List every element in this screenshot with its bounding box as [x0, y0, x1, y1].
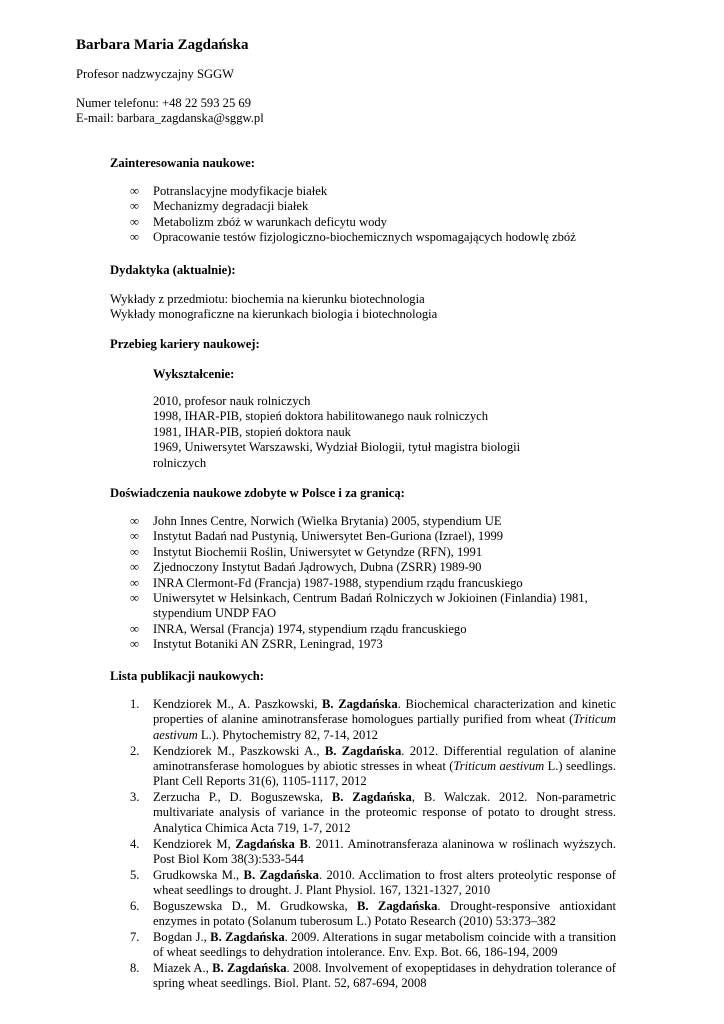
list-item: 1981, IHAR-PIB, stopień doktora nauk	[153, 424, 351, 439]
infinity-bullet-icon: ∞	[130, 637, 139, 652]
infinity-bullet-icon: ∞	[130, 514, 139, 528]
publications-heading: Lista publikacji naukowych:	[110, 669, 264, 683]
list-item: 1969, Uniwersytet Warszawski, Wydział Biologii, tytuł magistra biologii rolniczych	[153, 440, 521, 470]
list-item: ∞ INRA Clermont-Fd (Francja) 1987-1988, stypendium rządu francuskiego	[130, 575, 523, 590]
list-item: 1. Kendziorek M., A. Paszkowski, B. Zagdańska. Biochemical characterization and kinetic properties of alanine aminotransferase homologues partially purified from wheat (Triticum aestivum L.). Phytochemistry 82, 7-14, 2012	[130, 697, 616, 742]
list-item: ∞ Zjednoczony Instytut Badań Jądrowych, Dubna (ZSRR) 1989-90	[130, 560, 482, 575]
infinity-bullet-icon: ∞	[130, 184, 139, 198]
list-item: 6. Boguszewska D., M. Grudkowska, B. Zagdańska. Drought-responsive antioxidant enzymes in potato (Solanum tuberosum L.) Potato Research (2010) 53:373–382	[130, 898, 617, 929]
list-item: 4. Kendziorek M, Zagdańska B. 2011. Aminotransferaza alaninowa w roślinach wyższych. Post Biol Kom 38(3):533-544	[130, 836, 616, 866]
list-item: ∞ Potranslacyjne modyfikacje białek	[130, 184, 328, 198]
list-item: ∞ John Innes Centre, Norwich (Wielka Brytania) 2005, stypendium UE	[130, 514, 502, 528]
person-title: Profesor nadzwyczajny SGGW	[76, 67, 235, 81]
list-item: 2. Kendziorek M., Paszkowski A., B. Zagdańska. 2012. Differential regulation of alanine aminotransferase homologues by abiotic stresses in wheat (Triticum aestivum L.) seedlings. Plant Cell Reports 31(6), 1105-1117, 2012	[130, 743, 616, 789]
list-item: 2010, profesor nauk rolniczych	[153, 394, 311, 408]
list-item: ∞ INRA, Wersal (Francja) 1974, stypendium rządu francuskiego	[130, 621, 467, 636]
experience-list	[110, 514, 616, 653]
list-item: 5. Grudkowska M., B. Zagdańska. 2010. Acclimation to frost alters proteolytic response of wheat seedlings to drought. J. Plant Physiol. 167, 1321-1327, 2010	[130, 867, 617, 898]
education-list	[153, 394, 548, 471]
infinity-bullet-icon: ∞	[130, 544, 139, 559]
list-item: 7. Bogdan J., B. Zagdańska. 2009. Alterations in sugar metabolism coincide with a transition of wheat seedlings to dehydration intolerance. Env. Exp. Bot. 66, 186-194, 2009	[130, 929, 616, 960]
list-item: ∞ Instytut Botaniki AN ZSRR, Leningrad, 1973	[130, 637, 383, 652]
list-item: ∞ Opracowanie testów fizjologiczno-biochemicznych wspomagających hodowlę zbóż	[130, 230, 576, 245]
person-name: Barbara Maria Zagdańska	[76, 37, 249, 53]
infinity-bullet-icon: ∞	[130, 199, 139, 214]
list-item: 1998, IHAR-PIB, stopień doktora habilitowanego nauk rolniczych	[153, 409, 489, 424]
infinity-bullet-icon: ∞	[130, 560, 139, 575]
list-item: 8. Miazek A., B. Zagdańska. 2008. Involvement of exopeptidases in dehydration tolerance of spring wheat seedlings. Biol. Plant. 52, 687-694, 2008	[130, 960, 616, 991]
teaching-heading: Dydaktyka (aktualnie):	[110, 263, 236, 277]
list-item: ∞ Metabolizm zbóż w warunkach deficytu wody	[130, 214, 387, 229]
infinity-bullet-icon: ∞	[130, 621, 139, 636]
list-item: Wykłady z przedmiotu: biochemia na kierunku biotechnologia	[110, 292, 425, 306]
interests-list	[110, 184, 616, 246]
infinity-bullet-icon: ∞	[130, 591, 139, 606]
list-item: ∞ Instytut Badań nad Pustynią, Uniwersytet Ben-Guriona (Izrael), 1999	[130, 529, 504, 544]
list-item: 3. Zerzucha P., D. Boguszewska, B. Zagdańska, B. Walczak. 2012. Non-parametric multivariate analysis of variance in the proteomic response of potato to drought stress. Analytica Chimica Acta 719, 1-7, 2012	[130, 790, 616, 835]
list-item: ∞ Uniwersytet w Helsinkach, Centrum Badań Rolniczych w Jokioinen (Finlandia) 1981, stypendium UNDP FAO	[130, 591, 588, 621]
infinity-bullet-icon: ∞	[130, 575, 139, 590]
person-email: E-mail: barbara_zagdanska@sggw.pl	[76, 111, 264, 125]
infinity-bullet-icon: ∞	[130, 214, 139, 229]
education-heading: Wykształcenie:	[153, 367, 235, 381]
experience-heading: Doświadczenia naukowe zdobyte w Polsce i za granicą:	[110, 486, 405, 500]
list-item: ∞ Instytut Biochemii Roślin, Uniwersytet w Getyndze (RFN), 1991	[130, 544, 483, 559]
interests-heading: Zainteresowania naukowe:	[110, 156, 255, 170]
publications-list	[110, 697, 616, 992]
list-item: ∞ Mechanizmy degradacji białek	[130, 199, 309, 214]
teaching-list	[110, 292, 437, 323]
person-phone: Numer telefonu: +48 22 593 25 69	[76, 96, 251, 110]
infinity-bullet-icon: ∞	[130, 529, 139, 544]
infinity-bullet-icon: ∞	[130, 230, 139, 245]
list-item: Wykłady monograficzne na kierunkach biologia i biotechnologia	[110, 307, 438, 322]
career-heading: Przebieg kariery naukowej:	[110, 337, 260, 351]
